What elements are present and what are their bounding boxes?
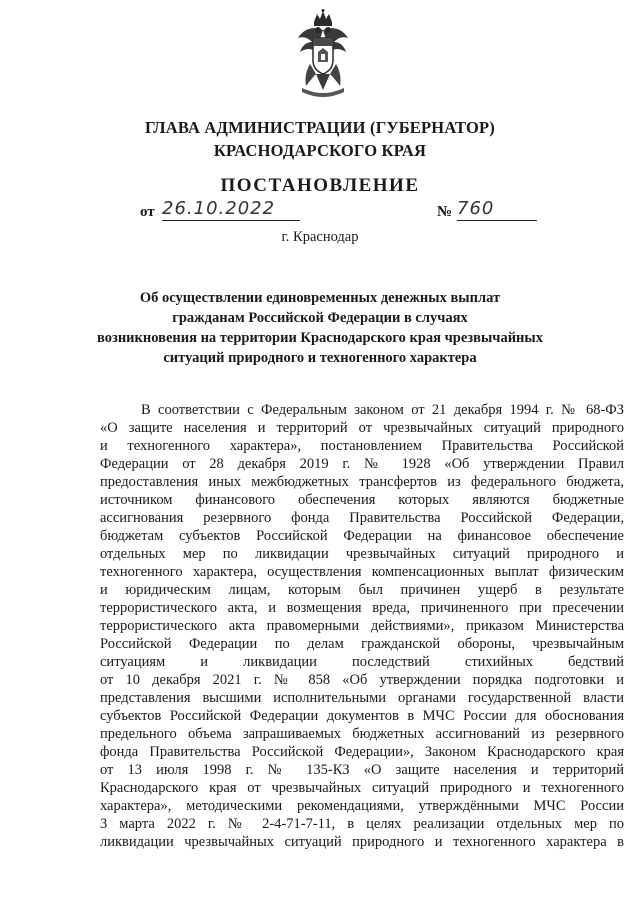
body-text-line: отдельных мер по ликвидации чрезвычайных ситуаций природного и	[100, 546, 624, 562]
number-prefix: №	[437, 204, 453, 220]
body-text-line: фонда Правительства Российской Федерации», Законом Краснодарского края	[100, 744, 624, 760]
body-text-line: ситуациям и ликвидации последствий стихийных бедствий	[100, 654, 624, 670]
body-text-line: Федерации от 28 декабря 2019 г. № 1928 «Об утверждении Правил	[100, 456, 624, 472]
body-text-line: предельного объема запрашиваемых бюджетных ассигнований из резервного	[100, 726, 624, 742]
body-text-line: характера», методическими рекомендациями, утверждёнными МЧС России	[100, 798, 624, 814]
body-text-line: Российской Федерации по делам гражданской обороны, чрезвычайным	[100, 636, 624, 652]
issuer-title-line2: КРАСНОДАРСКОГО КРАЯ	[213, 141, 427, 160]
body-text-line: «О защите населения и территорий от чрезвычайных ситуаций природного	[100, 420, 624, 436]
body-text-line: 3 марта 2022 г. № 2-4-71-7-11, в целях реализации отдельных мер по	[100, 816, 624, 832]
date-value: 26.10.2022	[162, 198, 300, 221]
body-text-line: источником финансового обеспечения которых являются бюджетные	[100, 492, 624, 508]
body-text-line: предоставления иных межбюджетных трансфертов из федерального бюджета,	[100, 474, 624, 490]
body-text-line: от 10 декабря 2021 г. № 858 «Об утверждении порядка подготовки и	[100, 672, 624, 688]
body-text-line: техногенного характера, осуществления компенсационных выплат физическим	[100, 564, 624, 580]
number-field	[437, 198, 495, 221]
issuer-title-line1: ГЛАВА АДМИНИСТРАЦИИ (ГУБЕРНАТОР)	[145, 118, 495, 137]
body-text-line: от 13 июля 1998 г. № 135-КЗ «О защите населения и территорий	[100, 762, 624, 778]
city: г. Краснодар	[281, 229, 359, 245]
body-text-line: и юридическим лицам, которым был причинен ущерб в результате	[100, 582, 624, 598]
body-text-line: ликвидации чрезвычайных ситуаций природного и техногенного характера в	[100, 834, 624, 850]
body-text-line: террористического акта правомерными действиями», приказом Министерства	[100, 618, 624, 634]
document-title-line: ситуаций природного и техногенного характера	[163, 350, 477, 366]
date-prefix: от	[140, 204, 155, 220]
body-text-line: террористического акта, и возмещения вреда, причиненного при пресечении	[100, 600, 624, 616]
body-text-line: субъектов Российской Федерации документов в МЧС России для обоснования	[100, 708, 624, 724]
document-title-line: гражданам Российской Федерации в случаях	[172, 310, 468, 326]
body-text-line: и техногенного характера», постановлением Правительства Российской	[100, 438, 624, 454]
document-type: ПОСТАНОВЛЕНИЕ	[220, 175, 420, 196]
coat-of-arms-emblem	[292, 8, 354, 102]
body-text-line: ассигнования резервного фонда Правительства Российской Федерации,	[100, 510, 624, 526]
body-text-line: Краснодарского края от чрезвычайных ситуаций природного и техногенного	[100, 780, 624, 796]
number-value: 760	[457, 198, 537, 221]
document-title-line: возникновения на территории Краснодарского края чрезвычайных	[97, 330, 543, 346]
body-text-line: бюджетам субъектов Российской Федерации на финансовое обеспечение	[100, 528, 624, 544]
body-text-line: представления высшими исполнительными органами государственной власти	[100, 690, 624, 706]
date-field	[140, 198, 276, 221]
body-text-line: В соответствии с Федеральным законом от 21 декабря 1994 г. № 68-ФЗ	[141, 402, 624, 418]
document-title-line: Об осуществлении единовременных денежных выплат	[139, 290, 501, 306]
